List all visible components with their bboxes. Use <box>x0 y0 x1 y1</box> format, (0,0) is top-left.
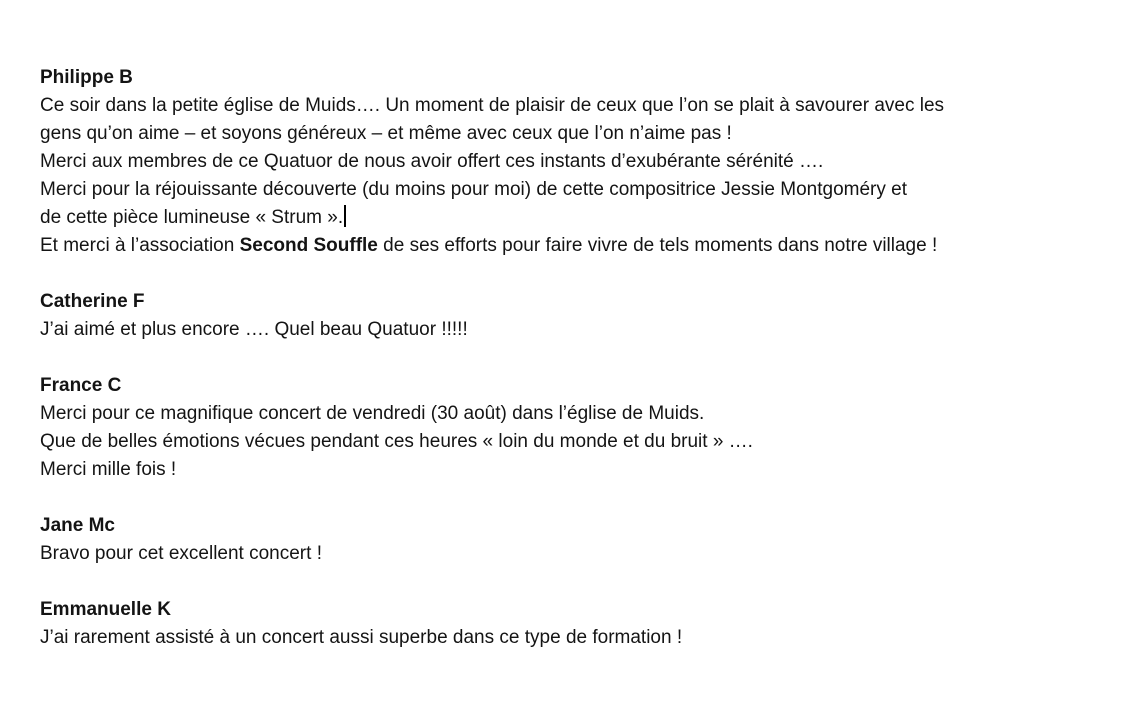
comment-entry <box>40 64 1100 260</box>
comment-author: France C <box>40 375 122 396</box>
comment-entry <box>40 512 1100 568</box>
comment-entry <box>40 372 1100 484</box>
comment-line <box>40 232 1100 260</box>
comment-text: Et merci à l’association <box>40 235 240 256</box>
comment-entry <box>40 596 1100 652</box>
comment-line: Merci pour la réjouissante découverte (du moins pour moi) de cette compositrice Jessie Montgoméry et <box>40 179 907 200</box>
text-cursor <box>344 205 346 227</box>
comment-line-with-caret[interactable] <box>40 204 1100 232</box>
comment-entry <box>40 288 1100 344</box>
comment-line: J’ai rarement assisté à un concert aussi superbe dans ce type de formation ! <box>40 627 683 648</box>
comment-line: Bravo pour cet excellent concert ! <box>40 543 322 564</box>
comment-text: de ses efforts pour faire vivre de tels moments dans notre village ! <box>377 235 938 256</box>
comment-line: Ce soir dans la petite église de Muids…. Un moment de plaisir de ceux que l’on se plait à savourer avec les <box>40 95 945 116</box>
comment-line: gens qu’on aime – et soyons généreux – et même avec ceux que l’on n’aime pas ! <box>40 123 732 144</box>
comment-line: Merci mille fois ! <box>40 459 177 480</box>
comment-author: Catherine F <box>40 291 145 312</box>
comment-line: Que de belles émotions vécues pendant ces heures « loin du monde et du bruit » …. <box>40 431 753 452</box>
comment-author: Emmanuelle K <box>40 599 171 620</box>
comment-author: Philippe B <box>40 67 133 88</box>
comment-line: Merci pour ce magnifique concert de vendredi (30 août) dans l’église de Muids. <box>40 403 705 424</box>
comment-line: Merci aux membres de ce Quatuor de nous avoir offert ces instants d’exubérante sérénité …. <box>40 151 824 172</box>
comment-line: de cette pièce lumineuse « Strum ». <box>40 207 344 228</box>
comment-author: Jane Mc <box>40 515 115 536</box>
document-body <box>40 64 1100 680</box>
association-name: Second Souffle <box>239 235 378 256</box>
comment-line: J’ai aimé et plus encore …. Quel beau Quatuor !!!!! <box>40 319 468 340</box>
